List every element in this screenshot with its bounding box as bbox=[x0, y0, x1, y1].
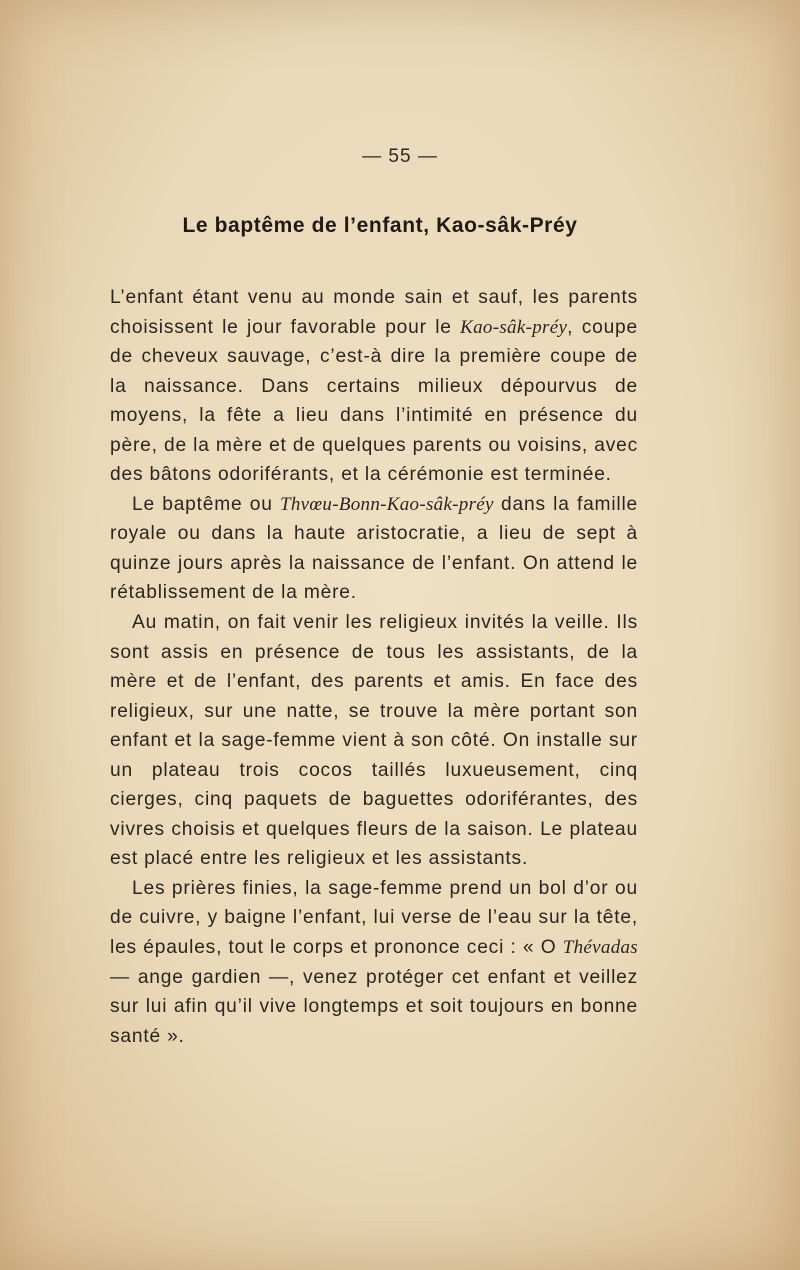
paragraph-2-term: Thvœu-Bonn-Kao-sâk-préy bbox=[280, 493, 494, 515]
paragraph-1-text-a: L’enfant étant venu au monde sain et sauf, les parents choisissent le jour favorable pour le bbox=[110, 287, 638, 338]
section-heading: Le baptême de l’enfant, Kao-sâk-Préy bbox=[182, 214, 578, 237]
paragraph-4-text-b: — ange gardien —, venez protéger cet enfant et veillez sur lui afin qu’il vive longtemps et soit toujours en bonne santé ». bbox=[110, 966, 638, 1047]
paragraph-4-term: Thévadas bbox=[562, 937, 638, 959]
page-number: — 55 — bbox=[362, 146, 438, 167]
paragraph-4 bbox=[110, 874, 638, 1051]
paragraph-1 bbox=[110, 283, 638, 490]
paragraph-1-term: Kao-sâk-préy bbox=[460, 316, 568, 338]
paragraph-2-text-a: Le baptême ou bbox=[132, 493, 281, 515]
paragraph-2-text-b: dans la famille royale ou dans la haute aristocratie, a lieu de sept à quinze jours après la naissance de l’enfant. On attend le rétablissement de la mère. bbox=[110, 493, 638, 604]
body-text bbox=[110, 283, 638, 1051]
paragraph-3: Au matin, on fait venir les religieux invités la veille. Ils sont assis en présence de tous les assistants, de la mère et de l’enfant, des parents et amis. En face des religieux, sur une natte, se trouve la mère portant son enfant et la sage-femme vient à son côté. On installe sur un plateau trois cocos taillés luxueusement, cinq cierges, cinq paquets de baguettes odoriférantes, des vivres choisis et quelques fleurs de la saison. Le plateau est placé entre les religieux et les assistants. bbox=[110, 612, 638, 870]
paragraph-1-text-b: , coupe de cheveux sauvage, c’est-à dire la première coupe de la naissance. Dans certains milieux dépourvus de moyens, la fête a lieu dans l’intimité en présence du père, de la mère et de quelques parents ou voisins, avec des bâtons odoriférants, et la cérémonie est terminée. bbox=[110, 316, 638, 486]
paragraph-4-text-a: Les prières finies, la sage-femme prend un bol d’or ou de cuivre, y baigne l’enfant, lui verse de l’eau sur la tête, les épaules, tout le corps et prononce ceci : « O bbox=[110, 877, 638, 959]
paragraph-2 bbox=[110, 490, 638, 608]
